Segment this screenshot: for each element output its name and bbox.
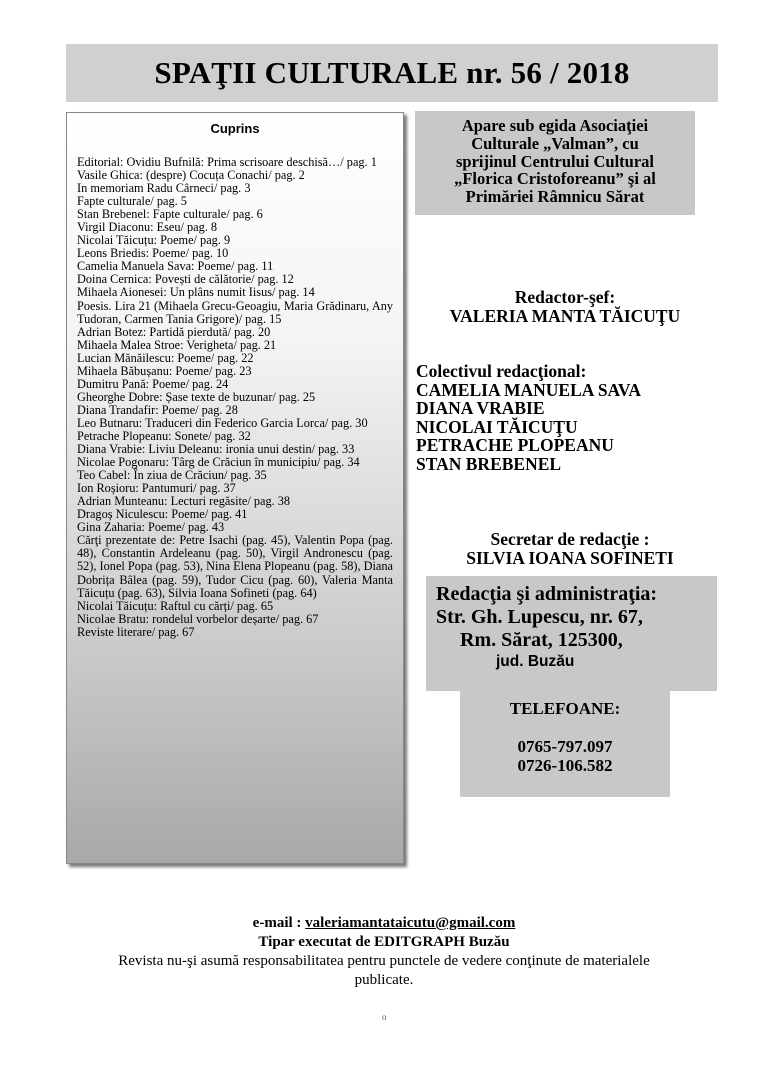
board-label: Colectivul redacţional: bbox=[416, 361, 587, 381]
egida-box bbox=[415, 111, 695, 215]
phone-number: 0726-106.582 bbox=[517, 756, 613, 775]
address-city: Rm. Sărat, 125300, bbox=[460, 629, 623, 651]
address-county: jud. Buzău bbox=[496, 653, 575, 670]
toc-item: Poesis. Lira 21 (Mihaela Grecu-Geoagiu, Maria Grădinaru, Any Tudoran, Carmen Tania Grigore)/ pag. 15 bbox=[77, 298, 393, 326]
board-member: PETRACHE PLOPEANU bbox=[416, 435, 614, 455]
egida-line: Primăriei Râmnicu Sărat bbox=[465, 187, 645, 207]
toc-item: Gheorghe Dobre: Șase texte de buzunar/ pag. 25 bbox=[77, 389, 316, 404]
toc-item: Dumitru Pană: Poeme/ pag. 24 bbox=[77, 376, 229, 391]
editor-name: VALERIA MANTA TĂICUŢU bbox=[449, 305, 681, 326]
toc-item: Nicolae Bratu: rondelul vorbelor deșarte/ pag. 67 bbox=[77, 611, 319, 626]
toc-item: Nicolai Tăicuțu: Poeme/ pag. 9 bbox=[77, 233, 231, 248]
toc-item: Nicolai Tăicuțu: Raftul cu cărți/ pag. 65 bbox=[77, 598, 274, 613]
toc-item: Diana Trandafir: Poeme/ pag. 28 bbox=[77, 402, 238, 417]
secretary bbox=[420, 530, 720, 567]
table-of-contents bbox=[66, 112, 404, 864]
toc-item: Gina Zaharia: Poeme/ pag. 43 bbox=[77, 520, 225, 535]
toc-item: Virgil Diaconu: Eseu/ pag. 8 bbox=[77, 220, 218, 235]
toc-list bbox=[77, 156, 393, 639]
disclaimer: Revista nu-şi asumă responsabilitatea pentru punctele de vedere conţinute de materialele publicate. bbox=[118, 953, 650, 988]
egida-line: sprijinul Centrului Cultural bbox=[455, 151, 655, 171]
board-member: CAMELIA MANUELA SAVA bbox=[416, 379, 641, 400]
email-link[interactable]: valeriamantataicutu@gmail.com bbox=[305, 915, 516, 931]
email-label: e-mail : bbox=[252, 915, 306, 931]
editor-label: Redactor-şef: bbox=[514, 287, 616, 307]
toc-item: Dragoș Niculescu: Poeme/ pag. 41 bbox=[77, 507, 248, 522]
secretary-label: Secretar de redacţie : bbox=[490, 529, 650, 549]
print-info: Tipar executat de EDITGRAPH Buzău bbox=[258, 934, 510, 950]
toc-item: Petrache Plopeanu: Sonete/ pag. 32 bbox=[77, 428, 251, 443]
toc-item: Stan Brebenel: Fapte culturale/ pag. 6 bbox=[77, 207, 263, 222]
masthead bbox=[66, 44, 718, 102]
secretary-name: SILVIA IOANA SOFINETI bbox=[466, 547, 674, 568]
toc-item: Reviste literare/ pag. 67 bbox=[77, 624, 195, 639]
toc-item: Adrian Munteanu: Lecturi regăsite/ pag. 38 bbox=[77, 494, 291, 509]
address-street: Str. Gh. Lupescu, nr. 67, bbox=[436, 606, 643, 628]
egida-line: „Florica Cristoforeanu” şi al bbox=[454, 169, 656, 189]
toc-item: Ion Roșioru: Pantumuri/ pag. 37 bbox=[77, 481, 236, 496]
editorial-board bbox=[416, 362, 716, 473]
toc-item: Editorial: Ovidiu Bufnilă: Prima scrisoare deschisă…/ pag. 1 bbox=[77, 155, 377, 169]
footer bbox=[100, 914, 668, 990]
toc-item: Diana Vrabie: Liviu Deleanu: ironia unui destin/ pag. 33 bbox=[77, 442, 355, 457]
toc-item: Lucian Mănăilescu: Poeme/ pag. 22 bbox=[77, 350, 254, 365]
board-member: NICOLAI TĂICUŢU bbox=[416, 416, 578, 437]
board-member: DIANA VRABIE bbox=[416, 398, 545, 418]
toc-item: Nicolae Pogonaru: Târg de Crăciun în municipiu/ pag. 34 bbox=[77, 455, 360, 470]
toc-item: Mihaela Aionesei: Un plâns numit Iisus/ pag. 14 bbox=[77, 285, 315, 300]
toc-item: Doina Cernica: Povești de călătorie/ pag. 12 bbox=[77, 272, 294, 287]
egida-line: Culturale „Valman”, cu bbox=[471, 133, 639, 153]
egida-line: Apare sub egida Asociaţiei bbox=[461, 116, 649, 135]
toc-item: Leons Briedis: Poeme/ pag. 10 bbox=[77, 246, 229, 261]
toc-item: Leo Butnaru: Traduceri din Federico Garcia Lorca/ pag. 30 bbox=[77, 415, 368, 430]
toc-item: In memoriam Radu Cârneci/ pag. 3 bbox=[77, 181, 251, 196]
page-mark: o bbox=[382, 1012, 387, 1022]
magazine-title: SPAŢII CULTURALE nr. 56 / 2018 bbox=[154, 55, 630, 90]
phone-number: 0765-797.097 bbox=[517, 737, 613, 756]
editor-in-chief bbox=[415, 288, 715, 325]
toc-item: Camelia Manuela Sava: Poeme/ pag. 11 bbox=[77, 259, 274, 274]
toc-item: Vasile Ghica: (despre) Cocuța Conachi/ pag. 2 bbox=[77, 168, 305, 183]
toc-item: Teo Cabel: În ziua de Crăciun/ pag. 35 bbox=[77, 468, 267, 483]
toc-item: Adrian Botez: Partidă pierdută/ pag. 20 bbox=[77, 324, 271, 339]
address-box bbox=[426, 576, 717, 691]
toc-item: Mihaela Băbușanu: Poeme/ pag. 23 bbox=[77, 363, 252, 378]
phones-box bbox=[460, 691, 670, 797]
address-label: Redacţia şi administraţia: bbox=[436, 583, 658, 605]
toc-item: Mihaela Malea Stroe: Verigheta/ pag. 21 bbox=[77, 337, 277, 352]
phones-label: TELEFOANE: bbox=[509, 699, 621, 718]
toc-heading: Cuprins bbox=[210, 121, 260, 136]
toc-item: Cărţi prezentate de: Petre Isachi (pag. 45), Valentin Popa (pag. 48), Constantin Ardeleanu (pag. 50), Virgil Andronescu (pag. 52), Ionel Popa (pag. 53), Nina Elena Plopeanu (pag. 58), Diana Dobrița Bâlea (pag. 59), Tudor Cicu (pag. 60), Valeria Manta Tăicuțu (pag. 63), Silvia Ioana Sofineti (pag. 64) bbox=[77, 533, 393, 600]
board-member: STAN BREBENEL bbox=[416, 453, 562, 474]
toc-item: Fapte culturale/ pag. 5 bbox=[77, 194, 187, 209]
